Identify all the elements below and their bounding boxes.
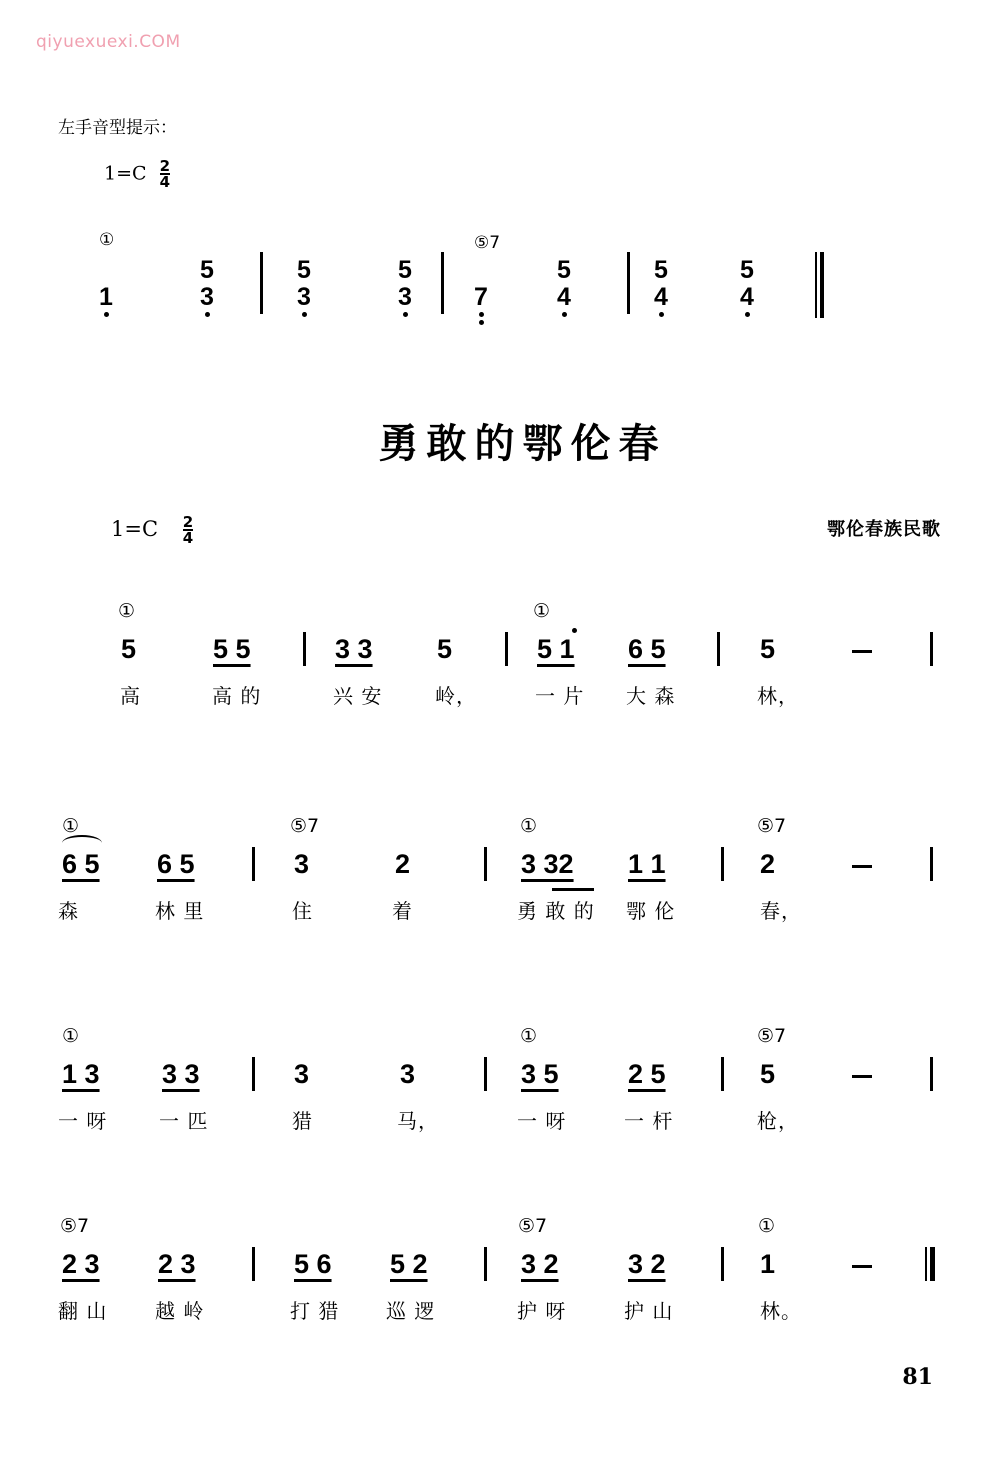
high-dot	[572, 628, 577, 633]
hint-key-signature	[104, 157, 171, 191]
lyric: 越 岭	[155, 1299, 205, 1323]
lyric: 勇 敢 的	[517, 899, 595, 923]
hint-chord-bottom: 3	[398, 283, 412, 311]
lyric: 一 呀	[58, 1109, 108, 1133]
dash-extension	[852, 650, 872, 653]
lyric: 兴 安	[333, 684, 383, 708]
lyric: 鄂 伦	[626, 899, 676, 923]
note: 3 2	[628, 1249, 666, 1279]
fingering: ①	[758, 1215, 776, 1237]
lyric: 翻 山	[58, 1299, 108, 1323]
low-dot	[479, 320, 484, 325]
hint-chord-top: 5	[398, 256, 412, 284]
barline	[252, 1057, 255, 1091]
barline	[484, 847, 487, 881]
lyric: 一 呀	[517, 1109, 567, 1133]
note: 1 1	[628, 849, 666, 879]
fingering: ①	[520, 1025, 538, 1047]
watermark: qiyuexuexi.COM	[36, 32, 181, 52]
note: 2 3	[62, 1249, 100, 1279]
note: 5	[760, 634, 776, 664]
hint-chord-bottom: 4	[557, 283, 571, 311]
note: 5 2	[390, 1249, 428, 1279]
fingering: ①	[118, 600, 136, 622]
fingering: ①	[62, 815, 80, 837]
underline-second	[552, 888, 594, 891]
note: 1 3	[62, 1059, 100, 1089]
lyric: 林。	[760, 1299, 802, 1323]
score-row	[0, 1215, 985, 1335]
final-barline-thin	[925, 1247, 927, 1281]
lyric: 一 片	[535, 684, 585, 708]
hint-chord-top: 5	[557, 256, 571, 284]
note: 6 5	[62, 849, 100, 879]
barline	[252, 1247, 255, 1281]
note: 5	[121, 634, 137, 664]
score-row	[0, 815, 985, 935]
lyric: 猎	[292, 1109, 313, 1133]
low-dot	[403, 312, 408, 317]
lyric: 大 森	[626, 684, 676, 708]
barline	[441, 252, 444, 314]
hint-chord-top: 5	[740, 256, 754, 284]
fingering: ①	[520, 815, 538, 837]
note: 5	[760, 1059, 776, 1089]
song-source: 鄂伦春族民歌	[827, 519, 941, 540]
fingering: ⑤7	[757, 1025, 787, 1047]
fingering: ⑤7	[290, 815, 320, 837]
lyric: 春，	[760, 899, 802, 923]
lyric: 岭，	[435, 684, 477, 708]
note: 5	[437, 634, 453, 664]
note: 3 3	[162, 1059, 200, 1089]
lyric: 枪，	[757, 1109, 799, 1133]
low-dot	[104, 312, 109, 317]
score-row	[0, 1025, 985, 1145]
page-number: 81	[902, 1364, 933, 1390]
fingering: ①	[62, 1025, 80, 1047]
song-key-signature	[111, 513, 194, 547]
note: 2 3	[158, 1249, 196, 1279]
hint-time-signature: $\frac{2}{4}$	[159, 157, 171, 191]
note: 6 5	[157, 849, 195, 879]
barline	[721, 1057, 724, 1091]
hint-chord-bottom: 3	[297, 283, 311, 311]
low-dot	[205, 312, 210, 317]
hint-chord-top: 5	[654, 256, 668, 284]
note: 3 32	[521, 849, 574, 879]
hint-chord-top: 5	[200, 256, 214, 284]
barline	[627, 252, 630, 314]
barline	[252, 847, 255, 881]
barline	[260, 252, 263, 314]
note: 2	[760, 849, 776, 879]
note: 1	[760, 1249, 776, 1279]
hint-chord-bottom: 4	[654, 283, 668, 311]
low-dot	[562, 312, 567, 317]
song-key: 1=C	[111, 517, 159, 541]
final-barline-thin	[815, 252, 817, 318]
note: 3 2	[521, 1249, 559, 1279]
score-row	[0, 600, 985, 720]
note: 5 1	[537, 634, 575, 664]
song-title: 勇敢的鄂伦春	[378, 420, 667, 467]
note: 3 3	[335, 634, 373, 664]
lyric: 高 的	[212, 684, 262, 708]
hint-low-note-1: 1	[99, 283, 113, 311]
lyric: 着	[392, 899, 413, 923]
barline	[717, 632, 720, 666]
note: 5 6	[294, 1249, 332, 1279]
low-dot	[659, 312, 664, 317]
hint-chord-bottom: 3	[200, 283, 214, 311]
dash-extension	[852, 865, 872, 868]
barline	[484, 1057, 487, 1091]
low-dot	[302, 312, 307, 317]
song-time-signature: $\frac{2}{4}$	[182, 513, 194, 547]
fingering: ⑤7	[757, 815, 787, 837]
note: 3	[294, 849, 310, 879]
note: 3	[400, 1059, 416, 1089]
fingering: ⑤7	[60, 1215, 90, 1237]
lyric: 林 里	[155, 899, 205, 923]
lyric: 林，	[757, 684, 799, 708]
lyric: 森	[58, 899, 79, 923]
barline	[505, 632, 508, 666]
lyric: 一 匹	[159, 1109, 209, 1133]
low-dot	[479, 312, 484, 317]
note: 5 5	[213, 634, 251, 664]
barline	[721, 847, 724, 881]
dash-extension	[852, 1075, 872, 1078]
final-barline-thick	[930, 1247, 935, 1281]
note: 2 5	[628, 1059, 666, 1089]
low-dot	[745, 312, 750, 317]
note: 3 5	[521, 1059, 559, 1089]
lyric: 打 猎	[290, 1299, 340, 1323]
barline	[930, 847, 933, 881]
hint-finger-2: ⑤7	[474, 233, 501, 253]
dash-extension	[852, 1265, 872, 1268]
final-barline-thick	[820, 252, 824, 318]
hint-chord-bottom: 4	[740, 283, 754, 311]
lyric: 护 呀	[517, 1299, 567, 1323]
lyric: 一 杆	[624, 1109, 674, 1133]
fingering: ⑤7	[518, 1215, 548, 1237]
hint-key: 1=C	[104, 162, 147, 185]
hint-finger-1: ①	[99, 230, 115, 250]
barline	[303, 632, 306, 666]
lyric: 住	[292, 899, 313, 923]
fingering: ①	[533, 600, 551, 622]
hint-label: 左手音型提示：	[58, 118, 177, 138]
barline	[930, 632, 933, 666]
barline	[721, 1247, 724, 1281]
note: 6 5	[628, 634, 666, 664]
lyric: 巡 逻	[386, 1299, 436, 1323]
hint-chord-top: 5	[297, 256, 311, 284]
lyric: 马，	[397, 1109, 439, 1133]
note: 3	[294, 1059, 310, 1089]
barline	[930, 1057, 933, 1091]
note: 2	[395, 849, 411, 879]
lyric: 高	[120, 684, 141, 708]
lyric: 护 山	[624, 1299, 674, 1323]
hint-low-note-2: 7	[474, 283, 488, 311]
barline	[484, 1247, 487, 1281]
